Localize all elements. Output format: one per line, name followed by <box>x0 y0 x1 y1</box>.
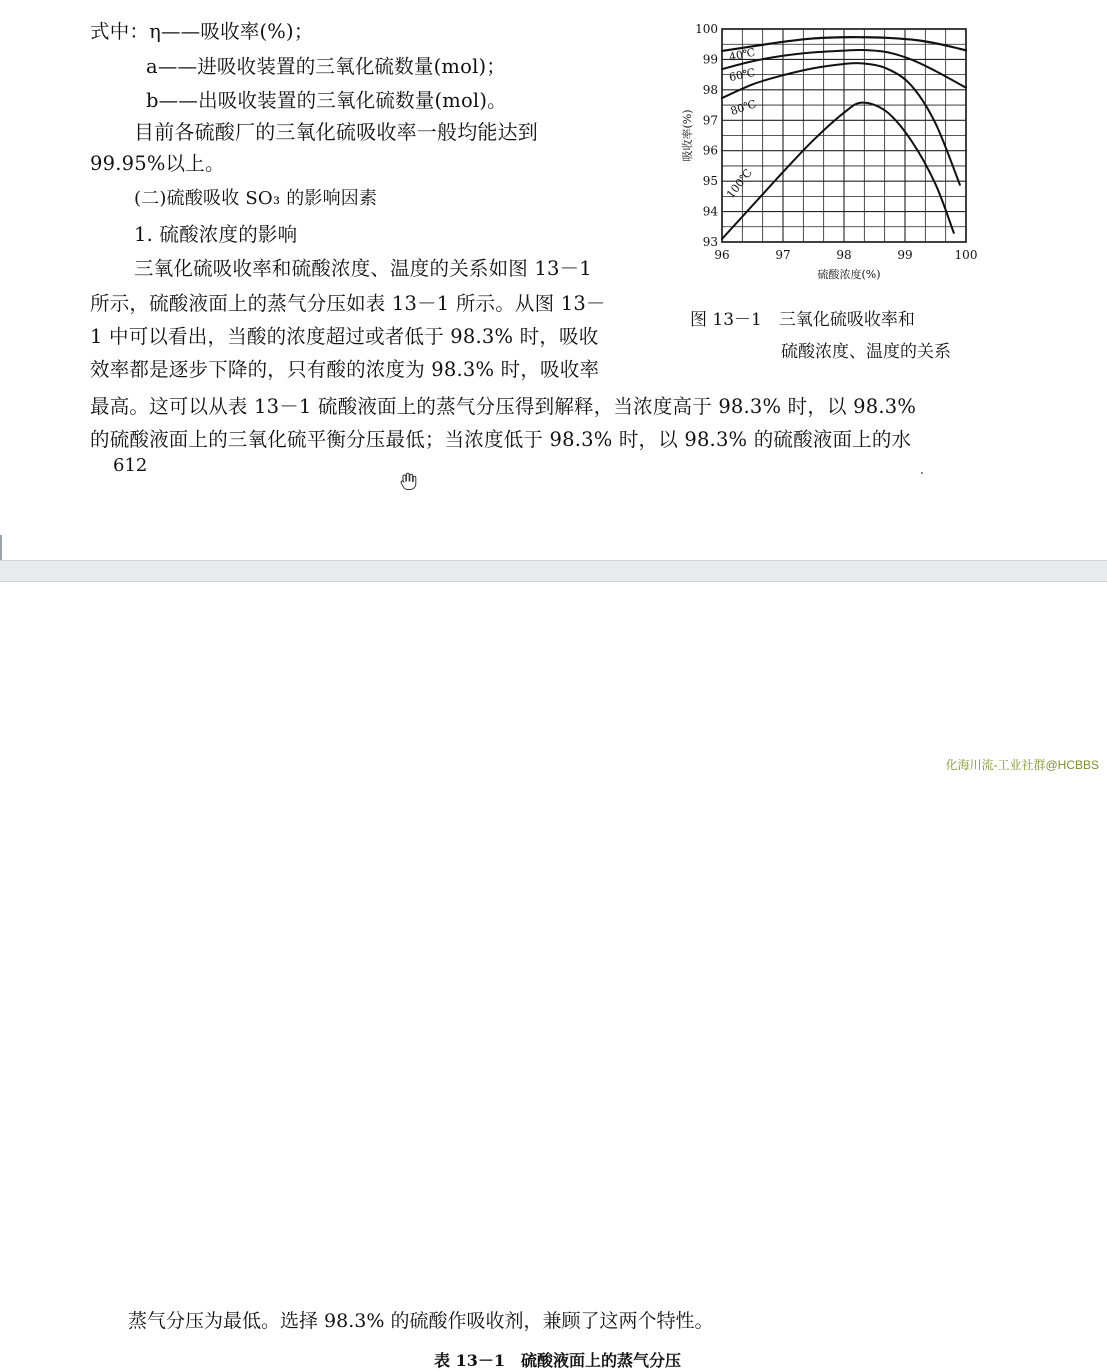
series-label-2: 80℃ <box>729 97 758 117</box>
paragraph-2-line-3: 1 中可以看出，当酸的浓度超过或者低于 98.3% 时，吸收 <box>90 325 598 349</box>
figure-caption-line-2: 硫酸浓度、温度的关系 <box>781 341 951 363</box>
series-label-0: 40℃ <box>728 46 756 64</box>
section-heading: (二)硫酸吸收 SO₃ 的影响因素 <box>134 187 377 211</box>
formula-line-eta: 式中：η——吸收率(%)； <box>90 20 314 44</box>
page-edge-mark <box>0 535 2 560</box>
y-tick-label: 95 <box>703 174 718 188</box>
upper-page <box>0 0 1107 560</box>
y-tick-label: 93 <box>703 235 718 249</box>
y-tick-label: 99 <box>703 52 718 66</box>
small-dot <box>921 472 923 474</box>
lower-page <box>0 582 1107 781</box>
paragraph-2-line-6: 的硫酸液面上的三氧化硫平衡分压最低；当浓度低于 98.3% 时，以 98.3% 的硫酸液面上的水 <box>90 428 911 452</box>
series-line-3 <box>722 103 954 239</box>
y-tick-label: 98 <box>703 83 718 97</box>
paragraph-2-line-5: 最高。这可以从表 13－1 硫酸液面上的蒸气分压得到解释，当浓度高于 98.3% 时，以 98.3% <box>90 395 916 419</box>
series-label-3: 100℃ <box>724 167 755 201</box>
figure-caption-line-1: 图 13－1 三氧化硫吸收率和 <box>690 309 915 331</box>
paragraph-1-line-2: 99.95%以上。 <box>90 152 225 176</box>
hand-cursor-icon <box>397 471 417 491</box>
formula-line-a: a——进吸收装置的三氧化硫数量(mol)； <box>146 55 506 79</box>
y-tick-label: 100 <box>695 22 718 36</box>
y-tick-label: 97 <box>703 113 718 127</box>
paragraph-2-line-2: 所示，硫酸液面上的蒸气分压如表 13－1 所示。从图 13－ <box>90 292 606 316</box>
watermark: 化海川流-工业社群@HCBBS <box>945 756 1099 773</box>
x-tick-label: 96 <box>714 248 729 262</box>
table-title: 表 13－1 硫酸液面上的蒸气分压 <box>434 1348 681 1371</box>
x-tick-label: 98 <box>836 248 851 262</box>
formula-line-b: b——出吸收装置的三氧化硫数量(mol)。 <box>146 89 507 113</box>
y-tick-label: 94 <box>703 205 719 219</box>
page-number: 612 <box>113 454 147 478</box>
x-tick-label: 99 <box>897 248 912 262</box>
subheading: 1. 硫酸浓度的影响 <box>134 223 297 247</box>
lower-page-text: 蒸气分压为最低。选择 98.3% 的硫酸作吸收剂，兼顾了这两个特性。 <box>128 1306 713 1333</box>
absorption-chart <box>676 17 986 295</box>
y-axis-label: 吸收率(%) <box>680 109 694 161</box>
paragraph-2-line-4: 效率都是逐步下降的，只有酸的浓度为 98.3% 时，吸收率 <box>90 358 599 382</box>
x-axis-label: 硫酸浓度(%) <box>817 267 880 281</box>
series-label-1: 60℃ <box>728 66 756 84</box>
x-tick-label: 97 <box>775 248 790 262</box>
series-line-2 <box>722 63 960 185</box>
x-tick-label: 100 <box>955 248 978 262</box>
y-tick-label: 96 <box>703 144 718 158</box>
page-separator <box>0 560 1107 582</box>
paragraph-2-line-1: 三氧化硫吸收率和硫酸浓度、温度的关系如图 13－1 <box>134 257 592 281</box>
figure-13-1 <box>676 17 986 295</box>
paragraph-1-line-1: 目前各硫酸厂的三氧化硫吸收率一般均能达到 <box>134 120 538 144</box>
